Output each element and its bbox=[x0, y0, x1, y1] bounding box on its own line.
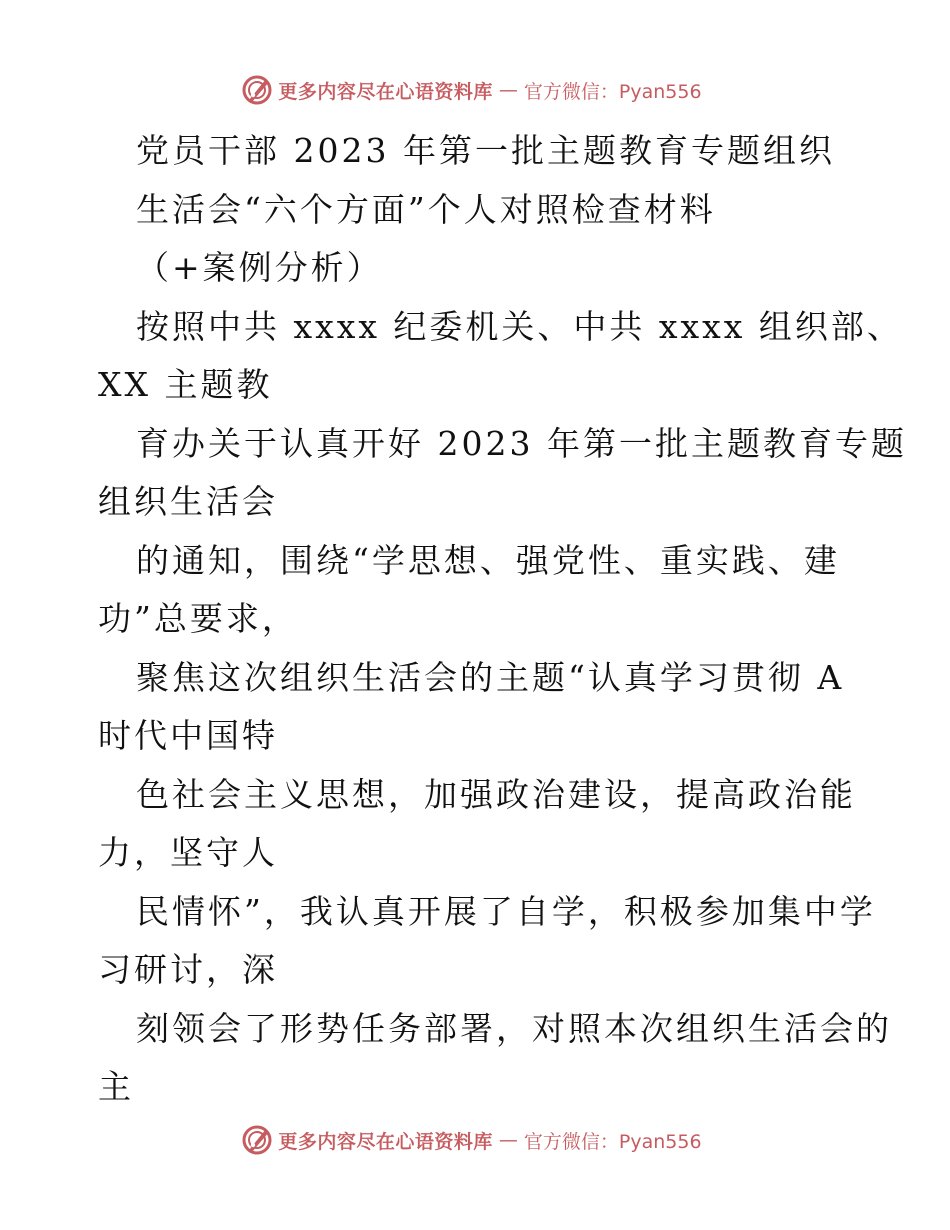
banner-separator: — bbox=[498, 1129, 518, 1151]
text-line: 色社会主义思想，加强政治建设，提高政治能 bbox=[136, 774, 856, 814]
text-line: 党员干部 2023 年第一批主题教育专题组织 bbox=[136, 131, 835, 170]
footer-banner bbox=[0, 1120, 950, 1160]
text-line: 功”总要求， bbox=[98, 599, 298, 638]
text-line: （+案例分析） bbox=[136, 248, 383, 287]
banner-contact: 官方微信：Pyan556 bbox=[523, 80, 702, 103]
text-line: 生活会“六个方面”个人对照检查材料 bbox=[136, 189, 716, 229]
text-line: 聚焦这次组织生活会的主题“认真学习贯彻 A bbox=[136, 657, 845, 697]
banner-separator: — bbox=[498, 79, 518, 101]
text-line: 民情怀”，我认真开展了自学，积极参加集中学 bbox=[136, 891, 876, 931]
text-line: 力，坚守人 bbox=[98, 833, 278, 872]
text-line: 习研讨，深 bbox=[98, 950, 278, 989]
text-line: 育办关于认真开好 2023 年第一批主题教育专题 bbox=[136, 423, 907, 463]
text-line: 主 bbox=[98, 1067, 134, 1106]
text-line: 按照中共 xxxx 纪委机关、中共 xxxx 组织部、 bbox=[136, 306, 903, 346]
text-line: 的通知，围绕“学思想、强党性、重实践、建 bbox=[136, 540, 840, 580]
pen-nib-logo-icon bbox=[240, 1123, 274, 1157]
text-line: 刻领会了形势任务部署，对照本次组织生活会的 bbox=[136, 1008, 892, 1048]
text-line: XX 主题教 bbox=[98, 365, 273, 404]
text-line: 时代中国特 bbox=[98, 716, 278, 755]
banner-title: 更多内容尽在心语资料库 bbox=[278, 1130, 493, 1153]
header-banner bbox=[0, 70, 950, 110]
pen-nib-logo-icon bbox=[240, 73, 274, 107]
document-body bbox=[98, 122, 907, 1117]
banner-title: 更多内容尽在心语资料库 bbox=[278, 80, 493, 103]
banner-contact: 官方微信：Pyan556 bbox=[523, 1130, 702, 1153]
text-line: 组织生活会 bbox=[98, 482, 278, 521]
